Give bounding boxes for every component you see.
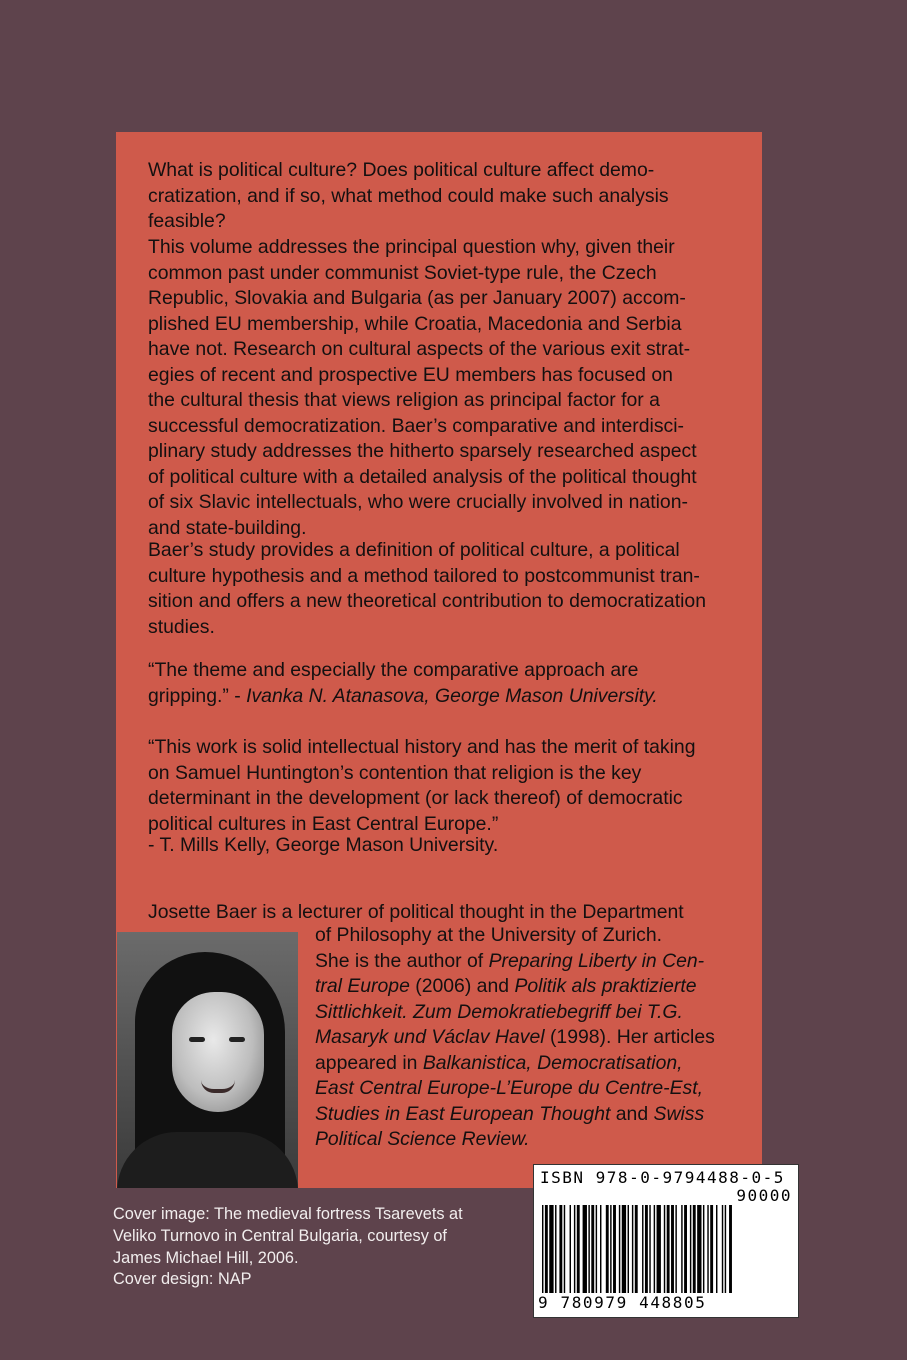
author-journals-2: Swiss Political Science Review.: [315, 1102, 705, 1150]
barcode-bars: [542, 1205, 790, 1295]
price-code: 90000: [736, 1186, 792, 1205]
description-paragraph-2: Baer’s study provides a definition of political culture, a political culture hypothesis and a method tailored to postcommunist tran- sition and offers a new theoretical contribution to democratization studies.: [148, 539, 706, 638]
review-quote-2: “This work is solid intellectual history and has the merit of taking on Samuel Huntington’s contention that religion is the key determinant in the development (or lack thereof) of democratic political cultures in East Central Europe.”: [148, 736, 696, 835]
author-bio-first-line: Josette Baer is a lecturer of political thought in the Department: [148, 901, 684, 923]
cover-credits: Cover image: The medieval fortress Tsarevets at Veliko Turnovo in Central Bulgaria, courtesy of James Michael Hill, 2006. Cover design: NAP: [113, 1205, 463, 1289]
isbn-text: ISBN 978-0-9794488-0-5: [540, 1168, 785, 1187]
author-journals-1: Balkanistica, Democratisation, East Central Europe-L’Europe du Centre-Est, Studies in East European Thought: [315, 1051, 704, 1125]
author-book-2: Politik als praktizierte Sittlichkeit. Zum Demokratiebegriff bei T.G. Masaryk und Václav Havel: [315, 975, 697, 1048]
author-bio-text-3: (1998). Her articles appeared in: [315, 1026, 715, 1074]
author-bio-text-1: of Philosophy at the University of Zurich. She is the author of: [315, 924, 663, 972]
review-quote-1: [148, 658, 758, 709]
intro-paragraph: What is political culture? Does political culture affect demo- cratization, and if so, what method could make such analysis feasible?: [148, 159, 669, 232]
quote-2-attribution: - T. Mills Kelly, George Mason University.: [148, 834, 499, 856]
quote-1-text: “The theme and especially the comparative approach are gripping.” -: [148, 659, 639, 707]
isbn-barcode: [533, 1164, 799, 1318]
ean-digits: 9 780979 448805: [538, 1293, 707, 1312]
author-bio-text-2: (2006) and: [409, 975, 515, 997]
author-photo: [117, 932, 298, 1188]
author-bio: [315, 923, 755, 1153]
author-bio-text-4: and: [610, 1102, 654, 1125]
description-paragraph-1: This volume addresses the principal question why, given their common past under communist Soviet-type rule, the Czech Republic, Slovakia and Bulgaria (as per January 2007) accom- plished EU membership, while Croatia, Macedonia and Serbia have not. Research on cultural aspects of the various exit strat- egies of recent and prospective EU members has focused on the cultural thesis that views religion as principal factor for a successful democratization. Baer’s comparative and interdisci- plinary study addresses the hitherto sparsely researched aspect of political culture with a detailed analysis of the political thought of six Slavic intellectuals, who were crucially involved in nation- and state-building.: [148, 236, 697, 539]
author-book-1: Preparing Liberty in Cen- tral Europe: [315, 949, 705, 997]
quote-1-attribution: Ivanka N. Atanasova, George Mason University.: [246, 684, 658, 707]
